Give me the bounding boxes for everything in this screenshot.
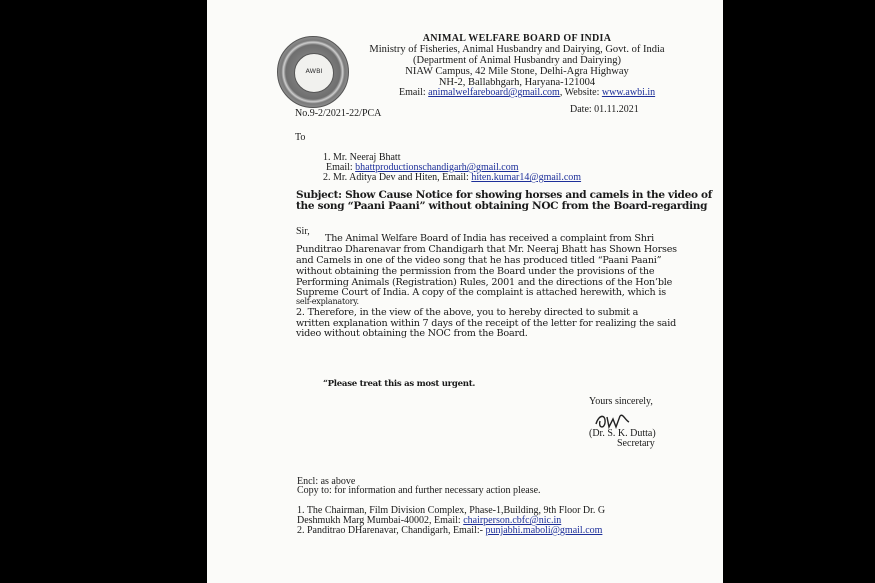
para-2-line-3: video without obtaining the NOC from the Board.: [296, 328, 528, 339]
recipient-2: 2. Mr. Aditya Dev and Hiten, Email:: [323, 172, 469, 183]
recipient-2-line: [323, 172, 581, 183]
copy-2-line: [297, 525, 602, 536]
seal-text: AWBI: [305, 67, 323, 75]
enclosure: Encl: as above: [297, 476, 356, 487]
copy-1-line-1: 1. The Chairman, Film Division Complex, Phase-1,Building, 9th Floor Dr. G: [297, 505, 606, 516]
para-1-line-5: Performing Animals (Registration) Rules, 2001 and the directions of the Hon’ble: [296, 277, 673, 288]
para-1-line-6: Supreme Court of India. A copy of the complaint is attached herewith, which is: [296, 287, 666, 298]
para-1-line-4: without obtaining the permission from the Board under the provisions of the: [296, 266, 655, 277]
recipient-1-email-label: Email:: [326, 162, 353, 173]
signatory-title: Secretary: [617, 438, 655, 449]
letter-date: Date: 01.11.2021: [570, 104, 639, 115]
copy-1-email-link[interactable]: chairperson.cbfc@nic.in: [463, 515, 562, 526]
recipient-2-email-link[interactable]: hiten.kumar14@gmail.com: [471, 172, 582, 183]
org-name: ANIMAL WELFARE BOARD OF INDIA: [422, 33, 612, 44]
address-line-2: NH-2, Ballabhgarh, Haryana-121004: [438, 77, 596, 88]
board-email-link[interactable]: animalwelfareboard@gmail.com: [428, 87, 560, 98]
address-line-1: NIAW Campus, 42 Mile Stone, Delhi-Agra Highway: [405, 66, 629, 77]
para-2-line-2: written explanation within 7 days of the receipt of the letter for realizing the said: [296, 318, 677, 329]
subject-line-2: the song “Paani Paani” without obtaining NOC from the Board-regarding: [296, 200, 708, 212]
department-line: (Department of Animal Husbandry and Dairying): [413, 55, 621, 66]
to-label: To: [295, 132, 306, 143]
copy-1-address: Deshmukh Marg Mumbai-40002, Email:: [297, 515, 461, 526]
reference-number: No.9-2/2021-22/PCA: [295, 108, 382, 119]
copy-2-text: 2. Panditrao DHarenavar, Chandigarh, Email:-: [297, 525, 483, 536]
seal-center: [294, 53, 334, 93]
copy-2-email-link[interactable]: punjabhi.maboli@gmail.com: [485, 525, 603, 536]
board-website-link[interactable]: www.awbi.in: [601, 87, 656, 98]
website-label: , Website:: [559, 87, 600, 98]
para-1-line-7: self-explanatory.: [296, 297, 359, 306]
para-1-line-3: and Camels in one of the video song that he has produced titled “Paani Paani”: [296, 255, 662, 266]
salutation: Sir,: [296, 226, 310, 237]
signatory-name: (Dr. S. K. Dutta): [589, 428, 656, 439]
subject-line-1: Subject: Show Cause Notice for showing horses and camels in the video of: [296, 189, 712, 201]
board-seal-icon: [277, 36, 349, 108]
recipient-1: 1. Mr. Neeraj Bhatt: [323, 152, 401, 163]
copy-to: Copy to: for information and further necessary action please.: [297, 485, 541, 496]
yours-sincerely: Yours sincerely,: [589, 396, 653, 407]
contact-line: [399, 87, 655, 98]
email-label: Email:: [399, 87, 426, 98]
urgent-note: “Please treat this as most urgent.: [323, 379, 476, 389]
ministry-line: Ministry of Fisheries, Animal Husbandry and Dairying, Govt. of India: [369, 44, 665, 55]
letter-page: [207, 0, 723, 583]
para-1-line-2: Punditrao Dharenavar from Chandigarh that Mr. Neeraj Bhatt has Shown Horses: [296, 244, 677, 255]
para-1-line-1: The Animal Welfare Board of India has received a complaint from Shri: [325, 233, 654, 244]
recipient-1-email-link[interactable]: bhattproductionschandigarh@gmail.com: [355, 162, 519, 173]
para-2-line-1: 2. Therefore, in the view of the above, you to hereby directed to submit a: [296, 307, 639, 318]
